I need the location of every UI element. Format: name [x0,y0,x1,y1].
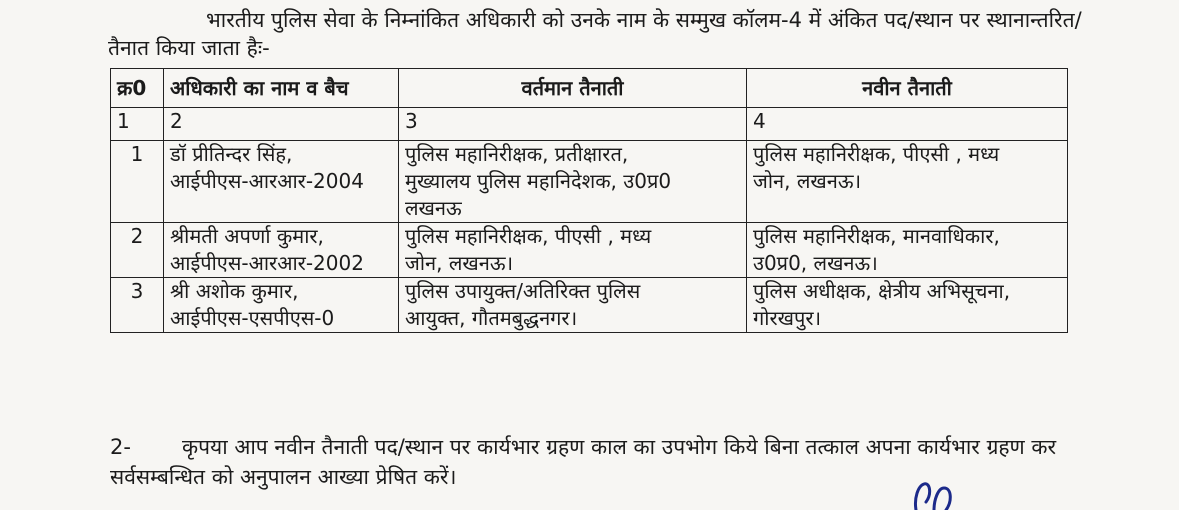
table-header-row [111,69,1068,108]
officer-batch: आईपीएस-एसपीएस-0 [170,306,335,330]
instruction-text: कृपया आप नवीन तैनाती पद/स्थान पर कार्यभार ग्रहण काल का उपभोग किये बिना तत्काल अपना कार्यभार ग्रहण कर सर्वसम्बन्धित को अनुपालन आख्या प्रेषित करें। [110,435,1057,489]
current-posting-line: पुलिस महानिरीक्षक, प्रतीक्षारत, [405,142,629,166]
new-posting-cell [747,278,1068,333]
current-posting-line: पुलिस उपायुक्त/अतिरिक्त पुलिस [405,279,641,303]
header-current-posting: वर्तमान तैनाती [399,69,747,108]
row-sno: 2 [111,223,164,278]
intro-paragraph: भारतीय पुलिस सेवा के निम्नांकित अधिकारी को उनके नाम के सम्मुख कॉलम-4 में अंकित पद/स्थान पर स्थानान्तरित/तैनात किया जाता हैः- [108,8,1082,60]
officer-name-cell [164,141,399,223]
new-posting-line: पुलिस महानिरीक्षक, मानवाधिकार, [753,224,1000,248]
current-posting-cell [399,141,747,223]
new-posting-line: पुलिस महानिरीक्षक, पीएसी , मध्य [753,142,1000,166]
column-number-row [111,108,1068,141]
officer-name: डॉ प्रीतिन्दर सिंह, [170,142,293,166]
new-posting-line: जोन, लखनऊ। [753,169,862,193]
signature-mark [912,480,972,510]
officer-batch: आईपीएस-आरआर-2002 [170,251,364,275]
current-posting-line: पुलिस महानिरीक्षक, पीएसी , मध्य [405,224,652,248]
row-sno: 3 [111,278,164,333]
officer-name-cell [164,278,399,333]
current-posting-cell [399,223,747,278]
column-number: 3 [399,108,747,141]
table-row [111,278,1068,333]
column-number: 2 [164,108,399,141]
new-posting-line: पुलिस अधीक्षक, क्षेत्रीय अभिसूचना, [753,279,1011,303]
header-new-posting: नवीन तैनाती [747,69,1068,108]
current-posting-line: मुख्यालय पुलिस महानिदेशक, उ0प्र0 [405,169,672,193]
officer-name: श्रीमती अपर्णा कुमार, [170,224,324,248]
current-posting-line: लखनऊ [405,196,462,220]
column-number: 4 [747,108,1068,141]
officer-name: श्री अशोक कुमार, [170,279,299,303]
officer-batch: आईपीएस-आरआर-2004 [170,169,364,193]
table-row [111,223,1068,278]
header-sno: क्र0 [111,69,164,108]
current-posting-cell [399,278,747,333]
new-posting-cell [747,223,1068,278]
new-posting-line: उ0प्र0, लखनऊ। [753,251,878,275]
table-row [111,141,1068,223]
column-number: 1 [111,108,164,141]
current-posting-line: आयुक्त, गौतमबुद्धनगर। [405,306,578,330]
new-posting-line: गोरखपुर। [753,306,822,330]
paragraph-number: 2- [110,435,131,459]
posting-table [110,68,1068,333]
new-posting-cell [747,141,1068,223]
current-posting-line: जोन, लखनऊ। [405,251,514,275]
officer-name-cell [164,223,399,278]
header-officer-name: अधिकारी का नाम व बैच [164,69,399,108]
row-sno: 1 [111,141,164,223]
